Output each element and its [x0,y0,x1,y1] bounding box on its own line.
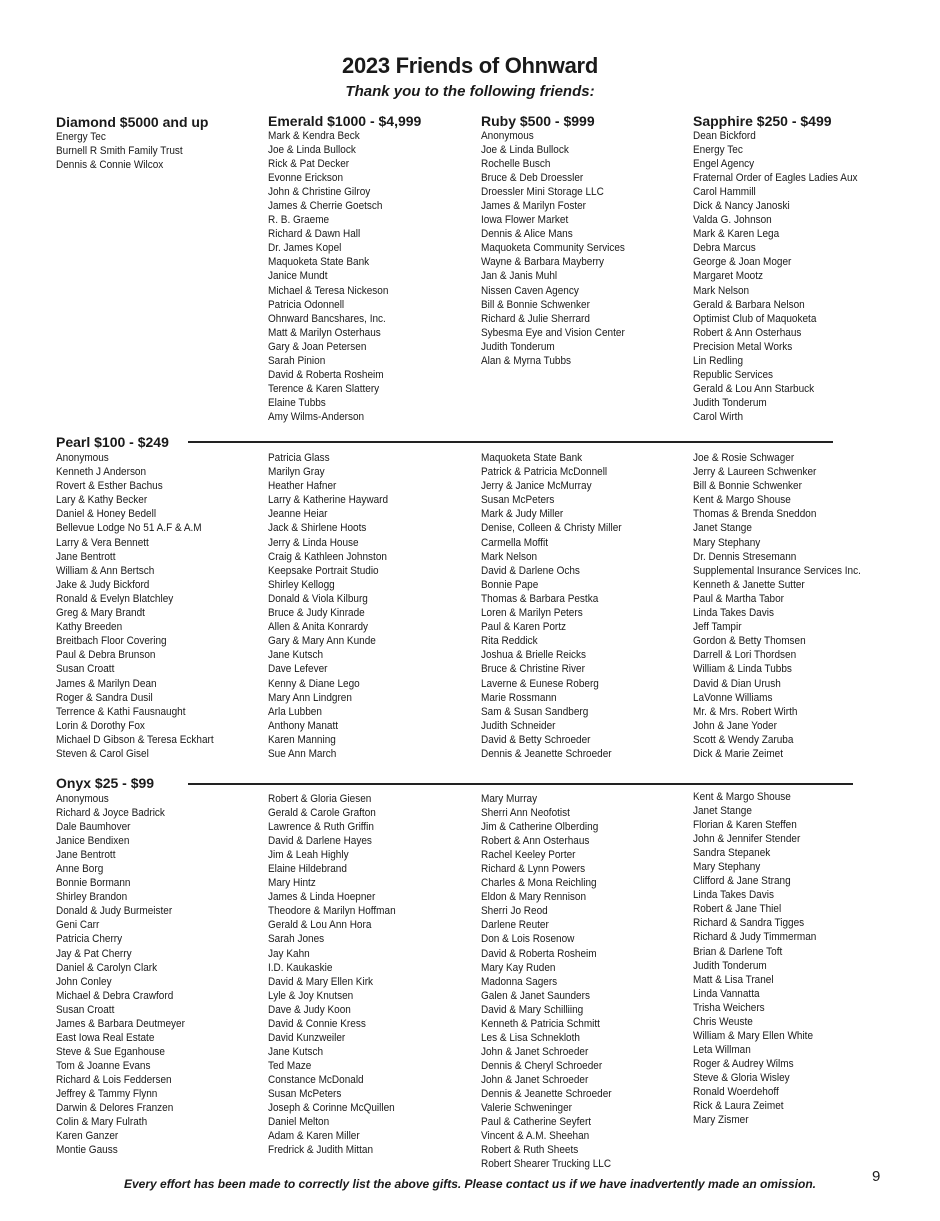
page-title: 2023 Friends of Ohnward [342,53,598,78]
page-number: 9 [872,1168,881,1185]
donor-name: Robert Shearer Trucking LLC [481,1158,612,1171]
pearl-list-2 [268,451,488,761]
pearl-heading: Pearl $100 - $249 [56,434,169,450]
donor-name: David & Darlene Ochs [481,564,580,577]
pearl-column-3 [481,451,701,761]
donor-name: John & Jennifer Stender [693,833,801,846]
pearl-column-2 [268,451,488,761]
donor-name: David & Mary Schilliing [481,1003,584,1016]
footer-note: Every effort has been made to correctly list the above gifts. Please contact us if we have inadvertently made an omission. [123,1177,816,1191]
donor-name: Jeffrey & Tammy Flynn [56,1087,158,1100]
pearl-column-1 [56,451,276,761]
donor-name: Optimist Club of Maquoketa [693,312,817,325]
onyx-column-3 [481,792,701,1171]
donor-name: Susan Croatt [56,663,115,676]
donor-name: Terrence & Kathi Fausnaught [56,705,186,718]
donor-name: Kenneth & Janette Sutter [693,578,805,591]
donor-name: Lin Redling [693,354,744,367]
onyx-divider [188,783,853,785]
donor-name: Mary Ann Lindgren [268,691,352,704]
donor-name: Dick & Marie Zeimet [693,747,784,760]
donor-name: James & Barbara Deutmeyer [56,1017,185,1030]
donor-name: John & Jane Yoder [693,719,777,732]
donor-name: Dale Baumhover [56,821,131,834]
donor-name: Judith Schneider [481,719,556,732]
donor-name: Rochelle Busch [481,158,551,171]
donor-name: East Iowa Real Estate [56,1031,155,1044]
donor-name: Sherri Jo Reod [481,905,548,918]
donor-name: Joe & Linda Bullock [481,144,569,157]
donor-name: David & Roberta Rosheim [268,368,384,381]
donor-name: Bill & Bonnie Schwenker [693,480,802,493]
donor-name: Marie Rossmann [481,691,557,704]
pearl-list-1 [56,451,276,761]
onyx-list-1 [56,792,276,1157]
donor-name: Rita Reddick [481,635,538,648]
donor-name: Maquoketa Community Services [481,242,625,255]
donor-name: Judith Tonderum [693,959,767,972]
diamond-heading: Diamond $5000 and up [56,114,209,130]
donor-name: John & Janet Schroeder [481,1073,589,1086]
donor-name: William & Mary Ellen White [693,1029,814,1042]
donor-name: John & Christine Gilroy [268,186,371,199]
donor-name: Rachel Keeley Porter [481,849,576,862]
donor-name: Daniel & Carolyn Clark [56,961,158,974]
donor-name: Eldon & Mary Rennison [481,891,587,904]
donor-name: Matt & Lisa Tranel [693,973,774,986]
donor-name: David & Connie Kress [268,1017,366,1030]
donor-name: David & Mary Ellen Kirk [268,975,374,988]
donor-name: Patricia Glass [268,452,330,464]
donor-name: Gerald & Lou Ann Hora [268,919,372,932]
donor-name: Evonne Erickson [268,172,344,185]
donor-name: Steve & Sue Eganhouse [56,1045,165,1058]
donor-name: Adam & Karen Miller [268,1130,360,1143]
emerald-section [268,113,488,424]
donor-name: Leta Willman [693,1043,751,1056]
donor-name: William & Linda Tubbs [693,663,792,676]
donor-name: Mark & Karen Lega [693,228,780,241]
donor-name: Janet Stange [693,522,752,535]
donor-name: Joe & Rosie Schwager [693,452,795,464]
donor-name: Jane Kutsch [268,649,324,662]
donor-name: Dean Bickford [693,130,756,142]
donor-name: Lorin & Dorothy Fox [56,719,145,732]
donor-name: Dennis & Jeanette Schroeder [481,1087,612,1100]
donor-name: Robert & Jane Thiel [693,903,782,916]
donor-name: Theodore & Marilyn Hoffman [268,905,396,918]
donor-name: Allen & Anita Konrardy [268,621,369,634]
donor-name: Robert & Ann Osterhaus [693,326,802,339]
donor-name: Michael & Debra Crawford [56,989,174,1002]
donor-name: Sandra Stepanek [693,847,771,860]
donor-name: Paul & Debra Brunson [56,649,156,662]
donor-name: Thomas & Brenda Sneddon [693,508,817,521]
donor-name: Carol Hammill [693,186,756,199]
donor-name: Fredrick & Judith Mittan [268,1144,374,1157]
donor-name: Steve & Gloria Wisley [693,1071,790,1084]
donor-name: Steven & Carol Gisel [56,747,149,760]
donor-name: Janet Stange [693,805,752,818]
donor-name: Dennis & Alice Mans [481,228,573,241]
donor-name: Gary & Mary Ann Kunde [268,635,376,648]
donor-name: Gerald & Barbara Nelson [693,298,805,311]
donor-name: Richard & Judy Timmerman [693,931,817,944]
donor-name: John & Janet Schroeder [481,1045,589,1058]
donor-name: Richard & Lois Feddersen [56,1073,172,1086]
donor-name: Judith Tonderum [693,396,767,409]
donor-name: Bruce & Judy Kinrade [268,607,365,620]
donor-name: Karen Ganzer [56,1130,119,1143]
donor-name: Susan Croatt [56,1003,115,1016]
donor-name: Darrell & Lori Thordsen [693,649,797,662]
donor-name: Janice Bendixen [56,835,130,848]
donor-name: Jane Kutsch [268,1045,324,1058]
donor-name: Keepsake Portrait Studio [268,564,379,577]
pearl-list-4 [693,451,913,761]
donor-name: Scott & Wendy Zaruba [693,733,794,746]
donor-name: Kathy Breeden [56,621,123,634]
donor-name: Anonymous [56,452,109,464]
donor-name: Wayne & Barbara Mayberry [481,256,604,269]
donor-name: Mark & Judy Miller [481,508,564,521]
donor-name: Robert & Ann Osterhaus [481,835,590,848]
pearl-list-3 [481,451,701,761]
donor-name: Daniel & Honey Bedell [56,508,157,521]
donor-name: Energy Tec [693,144,743,157]
donor-name: Arla Lubben [268,705,322,718]
donor-name: Richard & Sandra Tigges [693,917,805,930]
donor-name: Iowa Flower Market [481,214,569,227]
donor-name: Anthony Manatt [268,719,339,732]
donor-name: Kenneth & Patricia Schmitt [481,1017,600,1030]
donor-name: Dave & Judy Koon [268,1003,351,1016]
donor-name: Robert & Ruth Sheets [481,1144,579,1157]
donor-name: Linda Takes Davis [693,889,774,902]
donor-name: Joseph & Corinne McQuillen [268,1102,395,1115]
donor-name: Jan & Janis Muhl [481,270,558,283]
donor-name: Lary & Kathy Becker [56,494,148,507]
donor-name: Mary Stephany [693,536,761,549]
donor-name: Patrick & Patricia McDonnell [481,466,608,479]
donor-name: Mark Nelson [693,284,750,297]
donor-name: Daniel Melton [268,1116,330,1129]
donor-name: Janice Mundt [268,270,328,283]
donor-name: Roger & Sandra Dusil [56,691,153,704]
donor-name: Valerie Schweninger [481,1102,572,1115]
sapphire-section [693,113,913,424]
donor-name: Energy Tec [56,131,106,143]
donor-name: Jake & Judy Bickford [56,578,150,591]
donor-name: Bill & Bonnie Schwenker [481,298,590,311]
donor-name: Rick & Laura Zeimet [693,1100,784,1113]
donor-name: Dick & Nancy Janoski [693,200,790,213]
donor-name: David & Darlene Hayes [268,835,372,848]
donor-name: Rovert & Esther Bachus [56,480,163,493]
donor-name: Kent & Margo Shouse [693,494,791,507]
donor-name: Mark Nelson [481,550,538,563]
donor-name: Dave Lefever [268,663,328,676]
donor-name: Karen Manning [268,733,336,746]
donor-name: Robert & Gloria Giesen [268,793,372,805]
onyx-list-2 [268,792,488,1157]
donor-name: Clifford & Jane Strang [693,875,791,888]
donor-name: Elaine Tubbs [268,396,326,409]
donor-name: Linda Vannatta [693,987,760,1000]
donor-name: Charles & Mona Reichling [481,877,597,890]
donor-name: Larry & Katherine Hayward [268,494,389,507]
donor-name: Florian & Karen Steffen [693,819,797,832]
donor-name: Dr. James Kopel [268,242,342,255]
donor-name: David & Betty Schroeder [481,733,591,746]
donor-name: Thomas & Barbara Pestka [481,592,599,605]
donor-name: Patricia Odonnell [268,298,345,311]
donor-name: Droessler Mini Storage LLC [481,186,604,199]
onyx-list-3 [481,792,701,1171]
donor-name: Susan McPeters [481,494,555,507]
donor-name: Chris Weuste [693,1015,753,1028]
donor-name: Colin & Mary Fulrath [56,1116,148,1129]
donor-name: Tom & Joanne Evans [56,1059,151,1072]
donor-name: Paul & Karen Portz [481,621,567,634]
ruby-heading: Ruby $500 - $999 [481,113,595,129]
donor-name: Bruce & Deb Droessler [481,172,584,185]
donor-name: Mary Kay Ruden [481,961,556,974]
donor-name: Denise, Colleen & Christy Miller [481,522,622,535]
donor-name: Kent & Margo Shouse [693,791,791,803]
donor-name: Joe & Linda Bullock [268,144,356,157]
donor-name: Patricia Cherry [56,933,123,946]
emerald-heading: Emerald $1000 - $4,999 [268,113,422,129]
donor-name: Don & Lois Rosenow [481,933,575,946]
donor-name: Dennis & Jeanette Schroeder [481,747,612,760]
donor-name: Gerald & Carole Grafton [268,807,376,820]
donor-name: Carmella Moffit [481,536,549,549]
donor-name: Rick & Pat Decker [268,158,350,171]
donor-name: Mary Murray [481,793,538,805]
donor-name: Ohnward Bancshares, Inc. [268,312,386,325]
donor-name: Dennis & Connie Wilcox [56,159,164,172]
donor-name: David & Roberta Rosheim [481,947,597,960]
donor-name: Laverne & Eunese Roberg [481,677,599,690]
donor-name: Fraternal Order of Eagles Ladies Aux [693,172,858,185]
donor-name: Debra Marcus [693,242,756,255]
donor-name: Kenny & Diane Lego [268,677,360,690]
donor-name: Heather Hafner [268,480,337,493]
donor-name: James & Marilyn Dean [56,677,157,690]
donor-name: Craig & Kathleen Johnston [268,550,387,563]
donor-name: Mark & Kendra Beck [268,130,360,142]
donor-name: Burnell R Smith Family Trust [56,145,183,158]
donor-name: Anonymous [481,130,534,142]
donor-name: Mr. & Mrs. Robert Wirth [693,705,798,718]
donor-name: Anne Borg [56,863,104,876]
donor-name: Shirley Kellogg [268,578,335,591]
donor-name: Mary Stephany [693,861,761,874]
donor-name: Jeanne Heiar [268,508,328,521]
donor-name: Ronald & Evelyn Blatchley [56,592,174,605]
donor-name: Gary & Joan Petersen [268,340,367,353]
donor-name: Lawrence & Ruth Griffin [268,821,374,834]
donor-name: Maquoketa State Bank [268,256,370,269]
donor-name: Bonnie Pape [481,578,539,591]
donor-name: Amy Wilms-Anderson [268,410,365,423]
donor-name: Jerry & Laureen Schwenker [693,466,817,479]
donor-name: Donald & Judy Burmeister [56,905,173,918]
donor-name: Carol Wirth [693,410,744,423]
donor-name: Jerry & Janice McMurray [481,480,592,493]
donor-name: Darlene Reuter [481,919,549,932]
diamond-section [56,114,276,172]
donor-name: Lyle & Joy Knutsen [268,989,354,1002]
donor-name: Richard & Dawn Hall [268,228,361,241]
donor-name: Shirley Brandon [56,891,128,904]
donor-name: James & Marilyn Foster [481,200,587,213]
onyx-column-4 [693,790,913,1127]
donor-name: John Conley [56,975,112,988]
donor-name: Darwin & Delores Franzen [56,1102,174,1115]
emerald-list [268,129,488,424]
donor-name: Joshua & Brielle Reicks [481,649,587,662]
donor-name: Paul & Martha Tabor [693,592,784,605]
donor-name: Trisha Weichers [693,1001,765,1014]
donor-name: David & Dian Urush [693,677,781,690]
donor-name: Jack & Shirlene Hoots [268,522,367,535]
donor-name: Valda G. Johnson [693,214,772,227]
donor-name: Precision Metal Works [693,340,793,353]
donor-name: Roger & Audrey Wilms [693,1057,794,1070]
donor-name: Jeff Tampir [693,621,742,634]
onyx-column-2 [268,792,488,1157]
donor-name: Paul & Catherine Seyfert [481,1116,592,1129]
donor-name: LaVonne Williams [693,691,773,704]
donor-name: Sarah Jones [268,933,325,946]
donor-name: Brian & Darlene Toft [693,945,783,958]
donor-name: Jay & Pat Cherry [56,947,132,960]
donor-name: Richard & Lynn Powers [481,863,586,876]
donor-name: Jay Kahn [268,947,310,960]
donor-name: Constance McDonald [268,1073,364,1086]
donor-name: Elaine Hildebrand [268,863,347,876]
donor-name: Sybesma Eye and Vision Center [481,326,625,339]
donor-name: Richard & Joyce Badrick [56,807,165,820]
donor-name: Ted Maze [268,1059,312,1072]
donor-name: Terence & Karen Slattery [268,382,380,395]
ruby-list [481,129,701,368]
donor-name: Linda Takes Davis [693,607,774,620]
pearl-divider [188,441,833,443]
donor-name: Richard & Julie Sherrard [481,312,590,325]
donor-name: Ronald Woerdehoff [693,1085,779,1098]
donor-name: Kenneth J Anderson [56,466,147,479]
donor-name: James & Cherrie Goetsch [268,200,383,213]
donor-name: I.D. Kaukaskie [268,961,333,974]
donor-name: Republic Services [693,368,774,381]
donor-name: Marilyn Gray [268,466,325,479]
diamond-list [56,130,276,172]
donor-name: Sherri Ann Neofotist [481,807,570,820]
donor-name: Vincent & A.M. Sheehan [481,1130,590,1143]
donor-name: Sarah Pinion [268,354,326,367]
donor-name: Jane Bentrott [56,550,116,563]
donor-name: Nissen Caven Agency [481,284,579,297]
donor-name: Donald & Viola Kilburg [268,592,368,605]
donor-name: David Kunzweiler [268,1031,346,1044]
donor-name: Judith Tonderum [481,340,555,353]
donor-name: Breitbach Floor Covering [56,635,167,648]
donor-name: Jim & Catherine Olberding [481,821,599,834]
donor-name: Geni Carr [56,919,100,932]
donor-name: Anonymous [56,793,109,805]
sapphire-list [693,129,913,424]
donor-name: Greg & Mary Brandt [56,607,145,620]
donor-name: Michael D Gibson & Teresa Eckhart [56,733,214,746]
page-subtitle: Thank you to the following friends: [345,83,595,100]
donor-name: James & Linda Hoepner [268,891,376,904]
donor-name: Susan McPeters [268,1087,342,1100]
donor-name: William & Ann Bertsch [56,564,155,577]
donor-name: Gerald & Lou Ann Starbuck [693,382,815,395]
donor-name: Jane Bentrott [56,849,116,862]
donor-name: Supplemental Insurance Services Inc. [693,564,861,577]
donor-name: Margaret Mootz [693,270,764,283]
donor-name: Loren & Marilyn Peters [481,607,583,620]
donor-name: Madonna Sagers [481,975,558,988]
donor-name: Sam & Susan Sandberg [481,705,589,718]
donor-name: Dennis & Cheryl Schroeder [481,1059,603,1072]
donor-name: Dr. Dennis Stresemann [693,550,797,563]
donor-name: Larry & Vera Bennett [56,536,149,549]
donor-name: Montie Gauss [56,1144,118,1157]
donor-name: Engel Agency [693,158,755,171]
donor-name: R. B. Graeme [268,214,330,227]
donor-name: Galen & Janet Saunders [481,989,590,1002]
onyx-heading: Onyx $25 - $99 [56,775,155,791]
donor-name: Bellevue Lodge No 51 A.F & A.M [56,522,202,535]
donor-name: Michael & Teresa Nickeson [268,284,389,297]
sapphire-heading: Sapphire $250 - $499 [693,113,832,129]
donor-name: Alan & Myrna Tubbs [481,354,572,367]
donor-name: George & Joan Moger [693,256,792,269]
donor-name: Jim & Leah Highly [268,849,349,862]
onyx-column-1 [56,792,276,1157]
donor-name: Matt & Marilyn Osterhaus [268,326,381,339]
donor-name: Bruce & Christine River [481,663,585,676]
donor-name: Jerry & Linda House [268,536,359,549]
onyx-list-4 [693,790,913,1127]
donor-name: Mary Zismer [693,1114,749,1127]
ruby-section [481,113,701,368]
donor-name: Les & Lisa Schnekloth [481,1031,580,1044]
donor-name: Bonnie Bormann [56,877,131,890]
pearl-column-4 [693,451,913,761]
donor-name: Sue Ann March [268,747,337,760]
donor-name: Mary Hintz [268,877,316,890]
donor-name: Maquoketa State Bank [481,452,583,464]
donor-name: Gordon & Betty Thomsen [693,635,806,648]
